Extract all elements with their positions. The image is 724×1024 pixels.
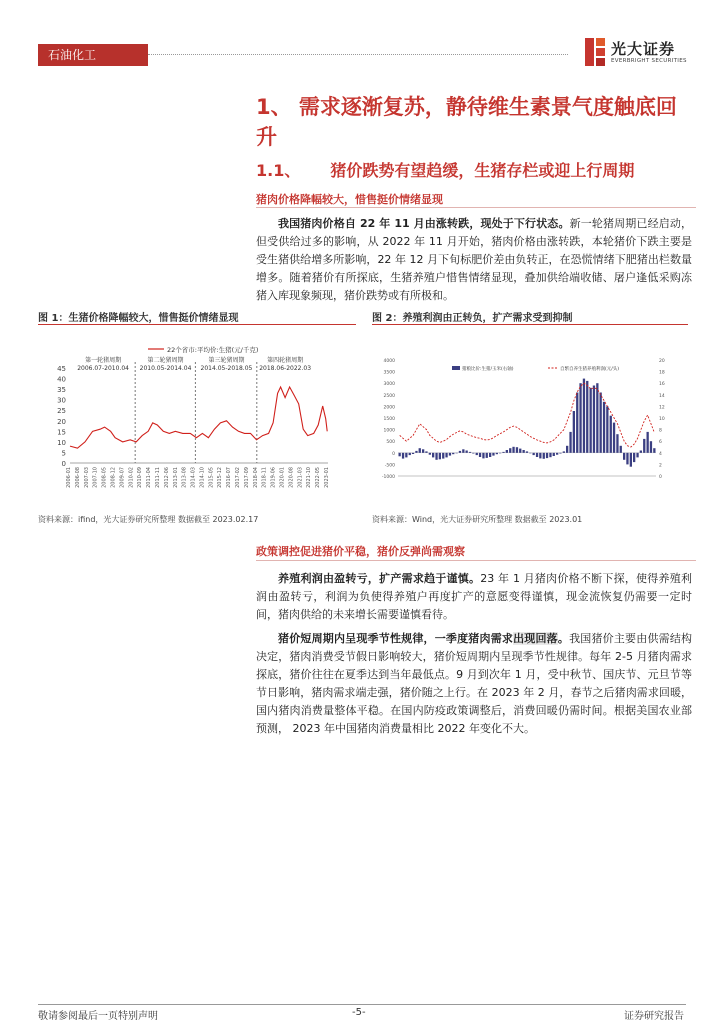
price-series-line [70, 387, 327, 448]
y-right-tick-label: 20 [659, 359, 665, 364]
y-right-tick-label: 6 [659, 440, 662, 446]
x-tick-label: 2008-05 [101, 467, 108, 488]
profit-bar [563, 451, 565, 452]
y-tick-label: 0 [61, 460, 66, 468]
x-tick-label: 2013-01 [172, 467, 179, 488]
profit-bar [590, 388, 592, 453]
profit-bar [647, 432, 649, 453]
paragraph-1-body: 新一轮猪周期已经启动，但受供给过多的影响，从 2022 年 11 月开始，猪肉价格由涨转跌，本轮猪价下跌主要是受生猪供给增多所影响，22 年 12 月下旬标肥价差由负转正，在恐慌情绪下肥猪出栏数量增多。随着猪价有所探底，生猪养殖户惜售情绪显现，叠加供给端收储、屠户逢低采购冻猪入库现象频现，猪价跌势或有所极和。 [256, 217, 692, 302]
profit-bar [399, 453, 401, 457]
profit-bar [496, 453, 498, 454]
profit-bar [549, 453, 551, 457]
x-tick-label: 2019-06 [270, 467, 277, 488]
profit-bar [596, 383, 598, 453]
profit-bar [576, 393, 578, 453]
profit-bar [499, 453, 501, 454]
profit-bar [422, 449, 424, 453]
paragraph-2-lead: 养殖利润由盈转亏，扩产需求趋于谨慎。 [278, 572, 481, 585]
figure-1-rule [38, 324, 356, 325]
legend-line-label: 自繁自养生猪养殖利润(元/头) [560, 367, 620, 372]
profit-bar [479, 453, 481, 457]
x-tick-label: 2006-08 [74, 467, 81, 488]
x-tick-label: 2006-01 [66, 467, 72, 488]
section-heading-1-1 [256, 160, 696, 182]
x-tick-label: 2013-08 [181, 467, 188, 488]
profit-bar [432, 453, 434, 458]
profit-bar [613, 423, 615, 453]
y-tick-label: 35 [57, 386, 66, 395]
profit-bar [636, 453, 638, 458]
profit-bar [643, 439, 645, 453]
y-left-tick-label: 0 [392, 451, 395, 457]
figure-1-source: 资料来源：ifind，光大证券研究所整理 数据截至 2023.02.17 [38, 515, 259, 524]
x-tick-label: 2021-03 [297, 467, 304, 488]
profit-bar [553, 453, 555, 456]
figure-2-title: 图 2：养殖利润由正转负，扩产需求受到抑制 [372, 313, 573, 324]
profit-bar [405, 453, 407, 458]
paragraph-3-body: 我国猪价主要由供需结构决定，猪肉消费受节假日影响较大，猪价短周期内呈现季节性规律。每年 2-5 月猪肉需求探底，猪价往往在夏季达到当年最低点。9 月到次年 1 月，受中秋节、国庆节、元旦节等节日影响，猪肉需求端走强，猪价随之上行。在 2023 年 2 月，春节之后猪肉需求回暖，国内猪肉消费量整体平稳。在国内防疫政策调整后，消费回暖仍需时间。根据美国农业部预测， 2023 年中国猪肉消费量相比 2022 年变化不大。 [256, 632, 693, 735]
profit-bar [603, 402, 605, 453]
x-tick-label: 2010-02 [128, 467, 135, 488]
profit-bar [653, 448, 655, 453]
figure-2-source: 资料来源：Wind，光大证券研究所整理 数据截至 2023.01 [372, 515, 583, 524]
cycle-label-range: 2010.05-2014.04 [139, 365, 192, 372]
y-tick-label: 15 [57, 428, 66, 437]
y-left-tick-label: 500 [386, 440, 395, 446]
y-tick-label: 45 [57, 365, 66, 373]
cycle-label-name: 第二轮猪周期 [147, 357, 184, 364]
x-tick-label: 2017-09 [243, 467, 250, 488]
figure-2-chart [372, 330, 688, 510]
y-tick-label: 30 [57, 396, 66, 405]
x-tick-label: 2016-07 [226, 467, 233, 488]
y-left-tick-label: 2500 [383, 393, 395, 399]
y-left-tick-label: 2000 [383, 405, 395, 411]
page-number: -5- [352, 1007, 366, 1018]
x-tick-label: 2014-10 [199, 467, 206, 488]
profit-bar [600, 393, 602, 453]
paragraph-3-lead: 猪价短周期内呈现季节性规律，一季度猪肉需求出现回落。 [278, 632, 570, 645]
profit-bar [425, 451, 427, 452]
profit-bar [469, 452, 471, 453]
x-tick-label: 2007-03 [83, 467, 90, 488]
profit-bar [536, 453, 538, 457]
y-tick-label: 20 [57, 417, 66, 426]
profit-bar [412, 453, 414, 454]
subheading-a-rule [256, 207, 696, 208]
brand-sub: EVERBRIGHT SECURITIES [611, 58, 687, 64]
y-tick-label: 25 [57, 407, 66, 416]
y-tick-label: 40 [57, 375, 66, 384]
profit-bar [435, 453, 437, 460]
brand-logo-mark-icon [585, 38, 605, 66]
y-right-tick-label: 8 [659, 428, 662, 434]
y-right-tick-label: 12 [659, 405, 665, 411]
profit-bar [429, 453, 431, 455]
y-right-tick-label: 18 [659, 370, 665, 376]
profit-bar [623, 453, 625, 460]
profit-bar [452, 453, 454, 454]
brand-name: 光大证券 [611, 40, 676, 58]
y-left-tick-label: 1000 [383, 428, 395, 434]
profit-bar [610, 416, 612, 453]
footer-disclaimer: 敬请参阅最后一页特别声明 [38, 1011, 158, 1022]
profit-bar [546, 453, 548, 458]
paragraph-1 [256, 215, 692, 305]
profit-bar [579, 383, 581, 453]
profit-bar [633, 453, 635, 462]
profit-bar [419, 448, 421, 453]
x-tick-label: 2012-06 [163, 467, 170, 488]
x-tick-label: 2008-12 [110, 467, 117, 488]
profit-bar [519, 449, 521, 453]
profit-bar [509, 448, 511, 453]
cycle-label-name: 第三轮猪周期 [208, 357, 245, 364]
y-right-tick-label: 14 [659, 393, 665, 399]
cycle-label-name: 第一轮猪周期 [85, 357, 122, 364]
profit-bar [512, 447, 514, 453]
x-tick-label: 2015-05 [208, 467, 215, 488]
profit-bar [583, 379, 585, 453]
ratio-series-line [400, 383, 655, 447]
x-tick-label: 2020-01 [279, 467, 286, 488]
profit-bar [402, 453, 404, 459]
x-tick-label: 2010-09 [137, 467, 144, 488]
profit-bar [559, 453, 561, 454]
paragraph-2 [256, 570, 692, 624]
profit-bar [449, 453, 451, 456]
profit-bar [620, 446, 622, 453]
cycle-label-name: 第四轮猪周期 [267, 357, 304, 364]
profit-bar [543, 453, 545, 459]
y-left-tick-label: -1000 [381, 475, 395, 480]
profit-bar [616, 434, 618, 453]
profit-bar [650, 441, 652, 453]
x-tick-label: 2011-11 [154, 467, 161, 488]
profit-bar [586, 381, 588, 453]
subheading-b-rule [256, 560, 696, 561]
x-tick-label: 2014-03 [190, 467, 197, 488]
profit-bar [456, 453, 458, 454]
figure-1-title: 图 1：生猪价格降幅较大，惜售挺价情绪显现 [38, 313, 239, 324]
profit-bar [459, 451, 461, 453]
y-right-tick-label: 2 [659, 463, 662, 469]
profit-bar [516, 447, 518, 453]
x-tick-label: 2018-04 [252, 467, 259, 488]
x-tick-label: 2011-04 [146, 467, 153, 488]
cycle-label-range: 2006.07-2010.04 [77, 365, 129, 372]
profit-bar [539, 453, 541, 459]
profit-bar [523, 450, 525, 453]
x-tick-label: 2017-02 [235, 467, 242, 488]
x-tick-label: 2007-10 [92, 467, 99, 488]
x-tick-label: 2020-08 [288, 467, 295, 488]
y-right-tick-label: 10 [659, 417, 665, 422]
cycle-label-range: 2014.05-2018.05 [200, 365, 253, 372]
profit-bar [526, 451, 528, 452]
x-tick-label: 2018-11 [261, 467, 268, 488]
profit-bar [415, 451, 417, 453]
profit-bar [506, 450, 508, 453]
paragraph-1-lead: 我国猪肉价格自 22 年 11 月由涨转跌，现处于下行状态。 [278, 217, 570, 230]
y-left-tick-label: 3500 [383, 370, 395, 376]
profit-bar [626, 453, 628, 465]
legend-bar-label: 猪粮比价:生猪/玉米(右轴) [462, 367, 514, 372]
subheading-b: 政策调控促进猪价平稳，猪价反弹尚需观察 [256, 545, 465, 558]
profit-bar [593, 386, 595, 453]
profit-bar [502, 452, 504, 453]
x-tick-label: 2009-07 [119, 467, 126, 488]
profit-bar [442, 453, 444, 459]
y-right-tick-label: 16 [659, 382, 665, 388]
profit-bar [529, 453, 531, 454]
profit-bar [462, 449, 464, 453]
paragraph-3 [256, 630, 692, 738]
legend-bar-swatch [452, 366, 460, 370]
y-left-tick-label: 3000 [383, 382, 395, 388]
profit-bar [476, 453, 478, 455]
x-tick-label: 2021-10 [306, 467, 313, 488]
y-left-tick-label: -500 [384, 463, 395, 469]
x-tick-label: 2022-05 [315, 467, 322, 488]
heading-number: 1.1、 [256, 161, 301, 180]
profit-bar [409, 453, 411, 455]
heading-text: 猪价跌势有望趋缓，生猪存栏或迎上行周期 [330, 161, 635, 180]
section-heading-1: 1、 需求逐渐复苏，静待维生素景气度触底回升 [256, 95, 677, 149]
profit-bar [492, 453, 494, 456]
profit-bar [472, 453, 474, 454]
y-right-tick-label: 0 [659, 475, 662, 480]
profit-bar [556, 453, 558, 455]
profit-bar [439, 453, 441, 460]
y-left-tick-label: 1500 [383, 417, 395, 422]
brand-logo [585, 36, 695, 70]
cycle-label-range: 2018.06-2022.03 [259, 365, 312, 372]
profit-bar [482, 453, 484, 459]
y-tick-label: 10 [57, 438, 66, 447]
x-tick-label: 2015-12 [217, 467, 224, 488]
paragraph-2-body: 23 年 1 月猪肉价格不断下探，使得养殖利润由盈转亏，利润为负使得养殖户再度扩产的意愿变得谨慎，现金流恢复仍需要一定时间，猪肉供给的未来增长需要谨慎看待。 [256, 572, 693, 621]
figure-1-chart [38, 330, 356, 510]
footer-report-type: 证券研究报告 [624, 1011, 684, 1022]
y-right-tick-label: 4 [659, 451, 662, 457]
profit-bar [445, 453, 447, 458]
y-left-tick-label: 4000 [383, 359, 395, 364]
profit-bar [533, 453, 535, 455]
profit-bar [630, 453, 632, 467]
profit-bar [566, 446, 568, 453]
legend-label: 22个省市:平均价:生猪(元/千克) [167, 346, 259, 354]
x-tick-label: 2023-01 [324, 467, 330, 488]
header-rule [148, 54, 568, 55]
profit-bar [573, 411, 575, 453]
figure-2-rule [372, 324, 688, 325]
profit-bar [606, 406, 608, 452]
profit-bar [569, 432, 571, 453]
profit-bar [466, 451, 468, 453]
profit-bar [489, 453, 491, 457]
footer-rule [38, 1004, 686, 1005]
subheading-a: 猪肉价格降幅较大，惜售挺价情绪显现 [256, 193, 443, 206]
profit-bar [640, 451, 642, 453]
y-tick-label: 5 [61, 449, 66, 458]
sector-tag: 石油化工 [38, 44, 148, 66]
profit-bar [486, 453, 488, 458]
